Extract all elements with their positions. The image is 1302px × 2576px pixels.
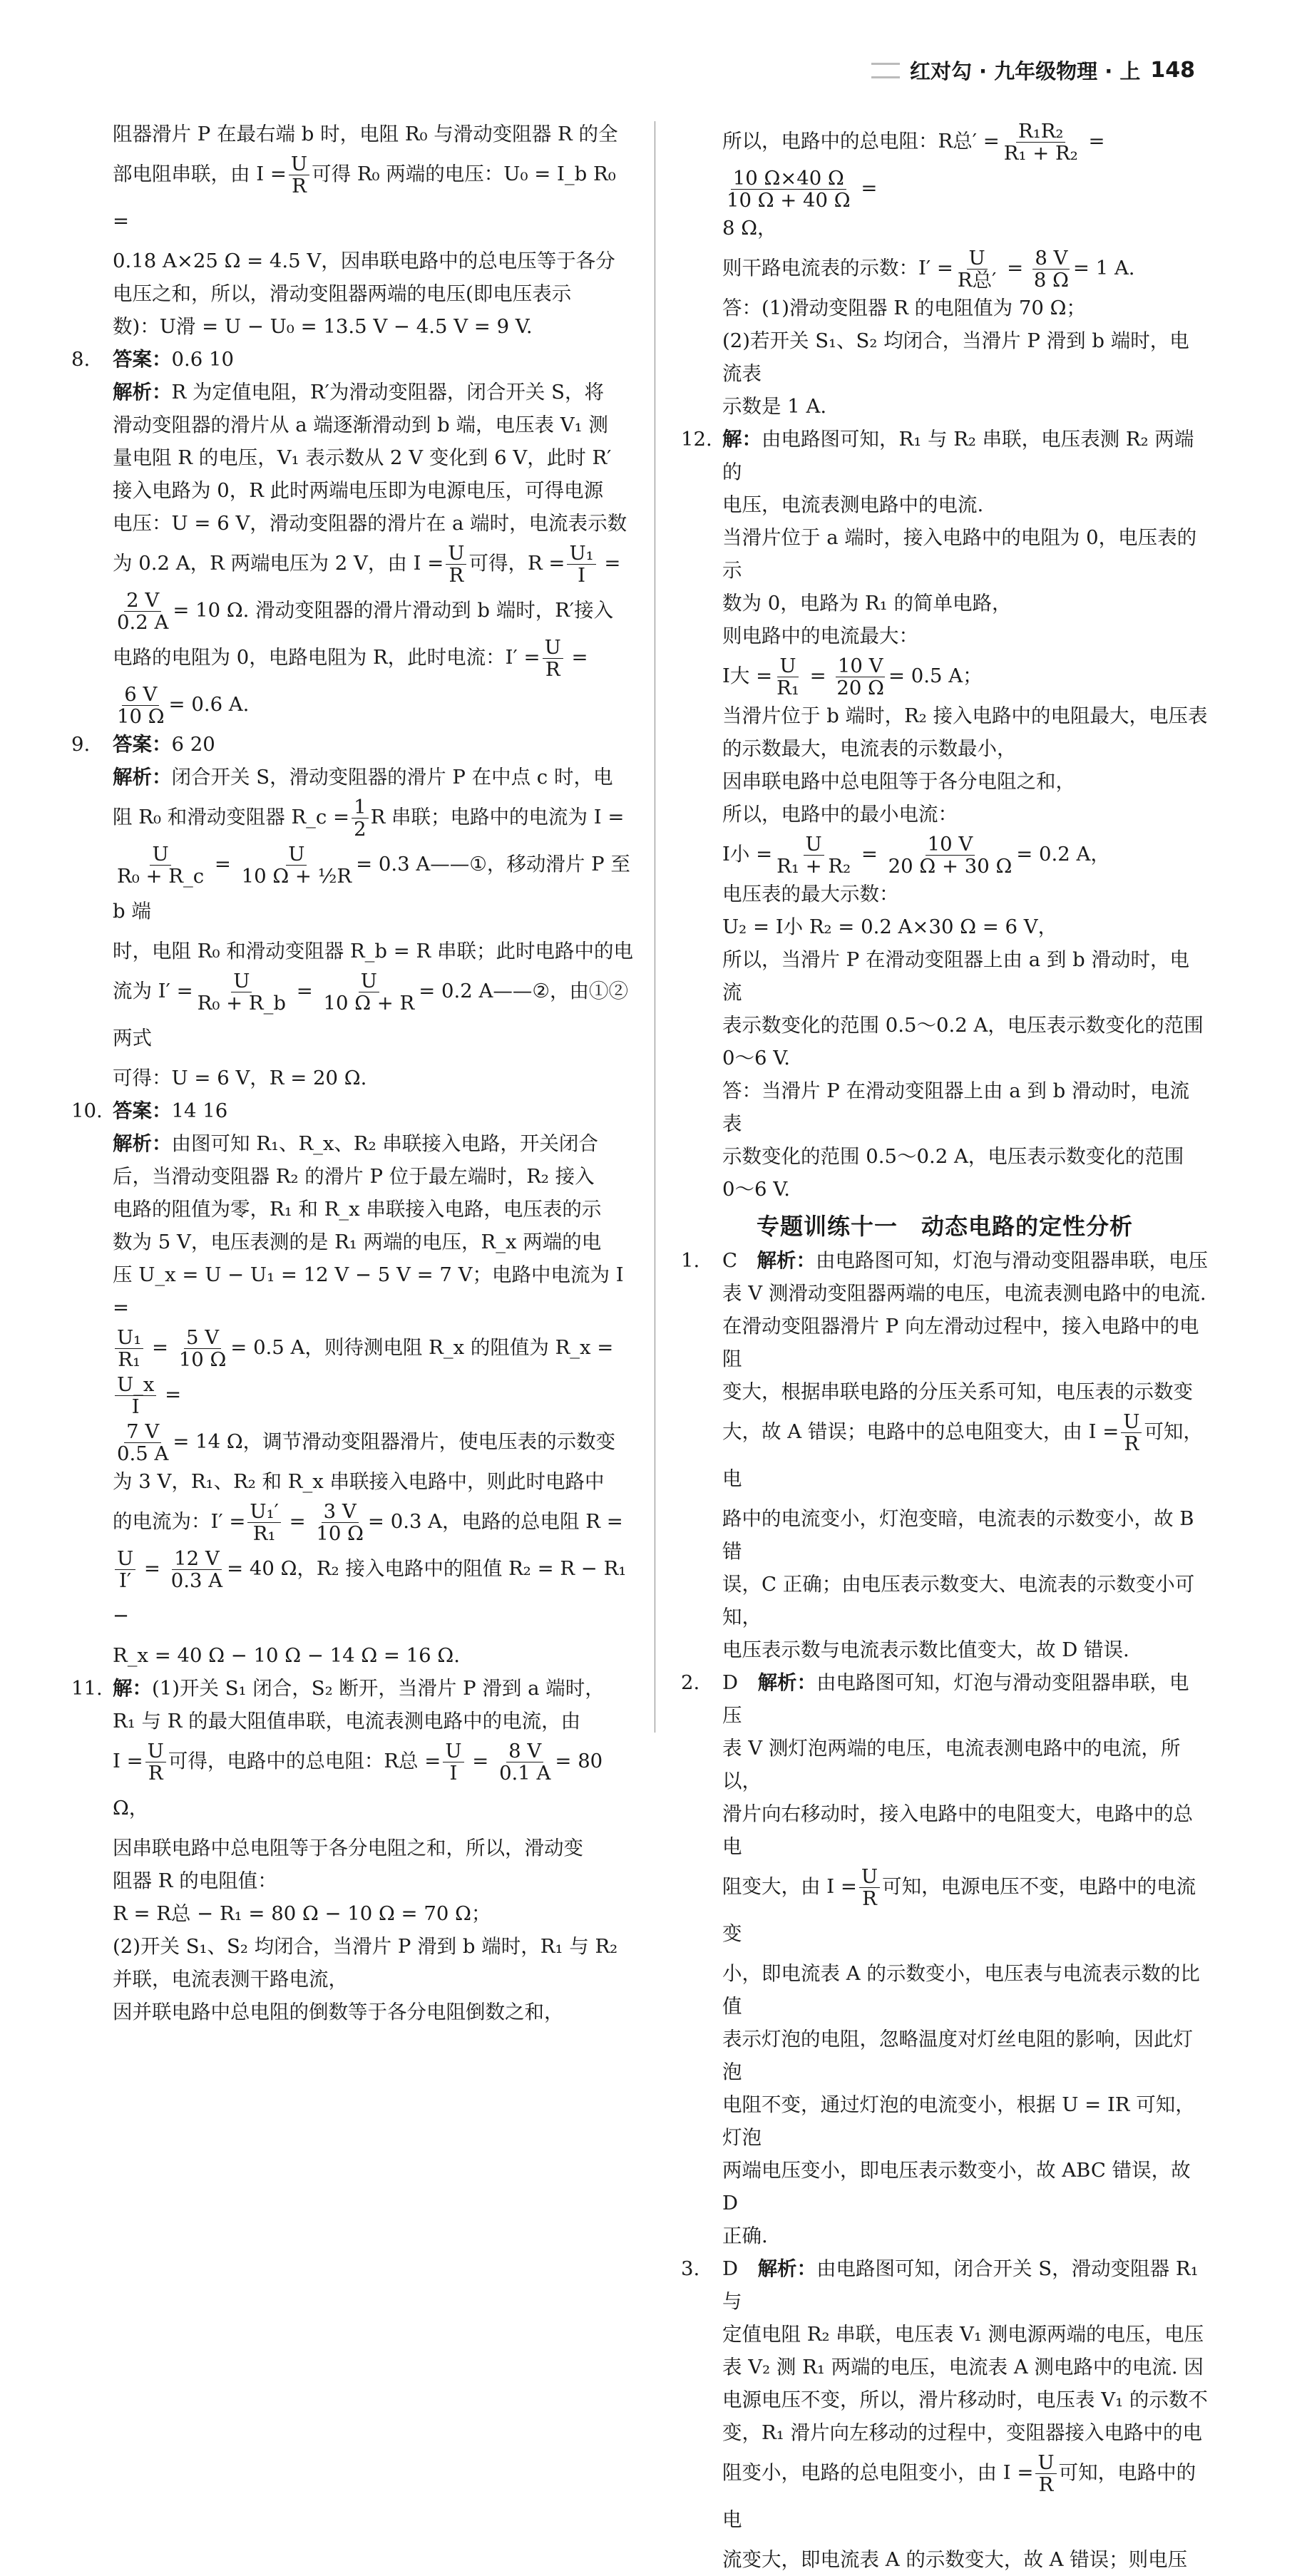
fraction: $\frac{1}{2}$ (352, 796, 369, 840)
fraction: $\frac{U}{R}$ (859, 1866, 880, 1909)
left-column (71, 118, 635, 2028)
text-line: 数)：U滑 = U − U₀ = 13.5 V − 4.5 V = 9 V. (113, 315, 533, 338)
text-line: 数为 5 V，电压表测的是 R₁ 两端的电压，R_x 两端的电 (113, 1231, 602, 1253)
text-line: (2)开关 S₁、S₂ 均闭合，当滑片 P 滑到 b 端时，R₁ 与 R₂ (113, 1935, 618, 1958)
fraction: $\frac{U}{I'}$ (115, 1548, 135, 1591)
section-question-1: 1. C 解析：由电路图可知，灯泡与滑动变阻器串联，电压 表 V 测滑动变阻器两端的电压，电流表测电路中的电流. 在滑动变阻器滑片 P 向左滑动过程中，接入电路中的电阻 变大，根据串联电路的分压关系可知，电压表的示数变 大，故 A 错误；电路中的总电阻变大，由 I = $\frac{U}{R}$ 可知，电 路中的电流变小，灯泡变暗，电流表的示数变小，故 B 错 误，C 正确；由电压表示数变大、电流表的示数变小可知， 电压表示数与电流表示数比值变大，故 D 错误. (681, 1244, 1209, 1666)
text-line: 正确. (722, 2225, 768, 2247)
question-number: 9. (71, 733, 91, 756)
text-line: (2)若开关 S₁、S₂ 均闭合，当滑片 P 滑到 b 端时，电流表 (722, 329, 1189, 385)
text-line: 电压表示数与电流表示数比值变大，故 D 错误. (722, 1638, 1129, 1661)
text-line: 时，电阻 R₀ 和滑动变阻器 R_b = R 串联；此时电路中的电 (113, 940, 633, 963)
q7-continuation (71, 118, 635, 343)
answer: 6 20 (171, 733, 215, 756)
fraction: $\frac{8 V}{0.1 A}$ (499, 1740, 551, 1785)
q11-continuation: 所以，电路中的总电阻：R总′ = $\frac{\text{R₁R₂}}{\text{R₁ + R₂}}$ = $\frac{10 \Omega\times 40 \Omega}{10 \Omega + 40 \Omega}$ = 8 Ω， 则干路电流表的示数：I′ = $\frac{U}{\text{R总′}}$ = $\frac{8 V}{8 \Omega}$ = 1 A. 答：(1)滑动变阻器 R 的电阻值为 70 Ω； (2)若开关 S₁、S₂ 均闭合，当滑片 P 滑到 b 端时，电流表 示数是 1 A. (681, 118, 1209, 423)
text-line: 在滑动变阻器滑片 P 向左滑动过程中，接入电路中的电阻 (722, 1315, 1199, 1370)
fraction: $\frac{6 V}{10 \Omega}$ (117, 683, 165, 728)
fraction: $\frac{U}{R}$ (446, 543, 466, 586)
text-line: 的示数最大，电流表的示数最小， (722, 737, 1017, 760)
text-line: 变，R₁ 滑片向左移动的过程中，变阻器接入电路中的电 (722, 2421, 1202, 2444)
text-line: 滑动变阻器的滑片从 a 端逐渐滑动到 b 端，电压表 V₁ 测 (113, 414, 608, 436)
section-question-2: 2. D 解析：由电路图可知，灯泡与滑动变阻器串联，电压 表 V 测灯泡两端的电压，电流表测电路中的电流，所以， 滑片向右移动时，接入电路中的电阻变大，电路中的总电 阻变大，由 I = $\frac{U}{R}$ 可知，电源电压不变，电路中的电流变 小，即电流表 A 的示数变小，电压表与电流表示数的比值 表示灯泡的电阻，忽略温度对灯丝电阻的影响，因此灯泡 电阻不变，通过灯泡的电流变小，根据 U = IR 可知，灯泡 两端电压变小，即电压表示数变小，故 ABC 错误，故 D 正确. (681, 1666, 1209, 2252)
question-9: 9. 答案：6 20 解析：闭合开关 S，滑动变阻器的滑片 P 在中点 c 时，电 阻 R₀ 和滑动变阻器 R_c = $\frac{1}{2}$ R 串联；电路中的电流为 I = $\frac{U}{\text{R₀ + R\_c}}$ = $\frac{U}{\text{10 Ω + ½R}}$ = 0.3 A——①，移动滑片 P 至 b 端 时，电阻 R₀ 和滑动变阻器 R_b = R 串联；此时电路中的电 流为 I′ = $\frac{U}{\text{R₀ + R\_b}}$ = $\frac{U}{10 \Omega + R}$ = 0.2 A——②，由①②两式 可得：U = 6 V，R = 20 Ω. (71, 728, 635, 1094)
fraction: $\frac{U}{R}$ (145, 1740, 166, 1784)
text-line: 量电阻 R 的电压，V₁ 表示数从 2 V 变化到 6 V，此时 R′ (113, 446, 612, 469)
text-line: 表示灯泡的电阻，忽略温度对灯丝电阻的影响，因此灯泡 (722, 2028, 1193, 2083)
text-line: 路中的电流变小，灯泡变暗，电流表的示数变小，故 B 错 (722, 1507, 1194, 1563)
question-8: 8. 答案：0.6 10 解析：R 为定值电阻，R′为滑动变阻器，闭合开关 S，将 滑动变阻器的滑片从 a 端逐渐滑动到 b 端，电压表 V₁ 测 量电阻 R 的电压，V₁ 表示数从 2 V 变化到 6 V，此时 R′ 接入电路为 0，R 此时两端电压即为电源电压，可得电源 电压：U = 6 V，滑动变阻器的滑片在 a 端时，电流表示数 为 0.2 A，R 两端电压为 2 V，由 I = $\frac{U}{R}$ 可得，R = $\frac{\text{U₁}}{I}$ = $\frac{2 V}{0.2 A}$ = 10 Ω. 滑动变阻器的滑片滑动到 b 端时，R′接入 电路的电阻为 0，电路电阻为 R，此时电流：I′ = $\frac{U}{R}$ = $\frac{6 V}{10 \Omega}$ = 0.6 A. (71, 343, 635, 728)
answer: C (722, 1249, 738, 1272)
text-line: 后，当滑动变阻器 R₂ 的滑片 P 位于最左端时，R₂ 接入 (113, 1165, 595, 1188)
answer: D (722, 2257, 739, 2280)
text-line: 0～6 V. (722, 1047, 791, 1069)
page-header (871, 56, 1195, 85)
text-line: 误，C 正确；由电压表示数变大、电流表的示数变小可知， (722, 1573, 1195, 1628)
text-line: R₁ 与 R 的最大阻值串联，电流表测电路中的电流，由 (113, 1710, 581, 1733)
text-line: 示数变化的范围 0.5～0.2 A，电压表示数变化的范围 (722, 1145, 1184, 1168)
question-10: 10. 答案：14 16 解析：由图可知 R₁、R_x、R₂ 串联接入电路，开关闭合 后，当滑动变阻器 R₂ 的滑片 P 位于最左端时，R₂ 接入 电路的阻值为零，R₁ 和 R_x 串联接入电路，电压表的示 数为 5 V，电压表测的是 R₁ 两端的电压，R_x 两端的电 压 U_x = U − U₁ = 12 V − 5 V = 7 V；电路中电流为 I = $\frac{\text{U₁}}{\text{R₁}}$ = $\frac{5 V}{10 \Omega}$ = 0.5 A，则待测电阻 R_x 的阻值为 R_x = $\frac{U\_x}{I}$ = $\frac{7 V}{0.5 A}$ = 14 Ω，调节滑动变阻器滑片，使电压表的示数变 为 3 V，R₁、R₂ 和 R_x 串联接入电路中，则此时电路中 的电流为：I′ = $\frac{\text{U₁′}}{\text{R₁}}$ = $\frac{3 V}{10 \Omega}$ = 0.3 A，电路的总电阻 R = $\frac{U}{I'}$ = $\frac{12 V}{0.3 A}$ = 40 Ω，R₂ 接入电路中的阻值 R₂ = R − R₁ − R_x = 40 Ω − 10 Ω − 14 Ω = 16 Ω. (71, 1094, 635, 1672)
text-line: 电压，电流表测电路中的电流. (722, 493, 984, 516)
question-number: 8. (71, 348, 91, 371)
text-line: R = R总 − R₁ = 80 Ω − 10 Ω = 70 Ω； (113, 1902, 491, 1925)
section-title: 专题训练十一 动态电路的定性分析 (756, 1213, 1133, 1240)
text-line: 定值电阻 R₂ 串联，电压表 V₁ 测电源两端的电压，电压 (722, 2323, 1204, 2346)
text-line: 则电路中的电流最大： (722, 625, 918, 647)
fraction: $\frac{10 \Omega\times 40 \Omega}{10 \Omega + 40 \Omega}$ (727, 167, 851, 212)
text-line: 部电阻串联，由 I = $\frac{U}{R}$ 可得 R₀ 两端的电压：U₀ = I_b R₀ = (113, 153, 616, 232)
text-line: 0.18 A×25 Ω = 4.5 V，因串联电路中的总电压等于各分 (113, 250, 615, 272)
fraction: $\frac{8 V}{8 \Omega}$ (1033, 247, 1069, 292)
text-line: 流变大，即电流表 A 的示数变大，故 A 错误；则电压 (722, 2548, 1188, 2571)
fraction: $\frac{U}{R}$ (289, 153, 309, 197)
text-line: 当滑片位于 b 端时，R₂ 接入电路中的电阻最大，电压表 (722, 704, 1208, 727)
text-line: 表 V 测滑动变阻器两端的电压，电流表测电路中的电流. (722, 1282, 1206, 1305)
fraction: $\frac{12 V}{0.3 A}$ (170, 1547, 223, 1592)
text-line: 0～6 V. (722, 1178, 791, 1201)
question-number: 3. (681, 2257, 700, 2280)
question-number: 11. (71, 1677, 103, 1700)
text-line: 可得：U = 6 V，R = 20 Ω. (113, 1067, 367, 1089)
fraction: $\frac{U}{10 \Omega + R}$ (323, 970, 415, 1015)
text-line: 答：(1)滑动变阻器 R 的电阻值为 70 Ω； (722, 297, 1086, 319)
fraction: $\frac{U}{\text{R₀ + R\_c}}$ (117, 843, 205, 888)
text-line: 示数是 1 A. (722, 395, 827, 418)
fraction: $\frac{U}{\text{R₁ + R₂}}$ (776, 833, 851, 878)
fraction: $\frac{7 V}{0.5 A}$ (117, 1420, 169, 1465)
fraction: $\frac{10 V}{20 \Omega + 30 \Omega}$ (888, 833, 1013, 878)
text-line: 所以，电路中的最小电流： (722, 803, 958, 826)
fraction: $\frac{U}{\text{R₀ + R\_b}}$ (197, 970, 286, 1015)
text-line: 压 U_x = U − U₁ = 12 V − 5 V = 7 V；电路中电流为 I = (113, 1263, 624, 1319)
text-line: 阻器 R 的电阻值： (113, 1869, 277, 1892)
question-number: 2. (681, 1671, 700, 1694)
text-line: 答：当滑片 P 在滑动变阻器上由 a 到 b 滑动时，电流表 (722, 1079, 1189, 1135)
text-line: U₂ = I小 R₂ = 0.2 A×30 Ω = 6 V， (722, 915, 1058, 938)
fraction: $\frac{3 V}{10 \Omega}$ (316, 1500, 364, 1545)
right-column (681, 118, 1209, 2576)
fraction: $\frac{U}{R}$ (543, 637, 563, 680)
text-line: 为 3 V，R₁、R₂ 和 R_x 串联接入电路中，则此时电路中 (113, 1470, 605, 1493)
question-11: 11. 解：(1)开关 S₁ 闭合，S₂ 断开，当滑片 P 滑到 a 端时， R₁ 与 R 的最大阻值串联，电流表测电路中的电流，由 I = $\frac{U}{R}$ 可得，电路中的总电阻：R总 = $\frac{U}{I}$ = $\frac{8 V}{0.1 A}$ = 80 Ω， 因串联电路中总电阻等于各分电阻之和，所以，滑动变 阻器 R 的电阻值： R = R总 − R₁ = 80 Ω − 10 Ω = 70 Ω； (2)开关 S₁、S₂ 均闭合，当滑片 P 滑到 b 端时，R₁ 与 R₂ 并联，电流表测干路电流， 因并联电路中总电阻的倒数等于各分电阻倒数之和， (71, 1672, 635, 2028)
fraction: $\frac{U\_x}{I}$ (115, 1374, 156, 1417)
text-line: 滑片向右移动时，接入电路中的电阻变大，电路中的总电 (722, 1802, 1193, 1858)
fraction: $\frac{U}{R}$ (1035, 2452, 1056, 2495)
question-number: 10. (71, 1099, 103, 1122)
fraction: $\frac{U}{\text{R₁}}$ (776, 655, 799, 699)
text-line: 小，即电流表 A 的示数变小，电压表与电流表示数的比值 (722, 1962, 1200, 2018)
fraction: $\frac{\text{U₁′}}{\text{R₁}}$ (247, 1501, 280, 1544)
text-line: 电路的阻值为零，R₁ 和 R_x 串联接入电路，电压表的示 (113, 1198, 602, 1221)
text-line: 并联，电流表测干路电流， (113, 1968, 348, 1991)
fraction: $\frac{10 V}{20 \Omega}$ (836, 655, 884, 699)
book-title: 红对勾 · 九年级物理 · 上 (909, 59, 1141, 83)
fraction: $\frac{5 V}{10 \Omega}$ (178, 1326, 227, 1371)
text-line: 电源电压不变，所以，滑片移动时，电压表 V₁ 的示数不 (722, 2388, 1208, 2411)
text-line: 电压之和，所以，滑动变阻器两端的电压(即电压表示 (113, 282, 572, 305)
fraction: $\frac{U}{I}$ (443, 1740, 463, 1784)
text-line: 接入电路为 0，R 此时两端电压即为电源电压，可得电源 (113, 479, 604, 502)
text-line: 因串联电路中总电阻等于各分电阻之和，所以，滑动变 (113, 1837, 583, 1859)
text-line: 变大，根据串联电路的分压关系可知，电压表的示数变 (722, 1380, 1193, 1403)
fraction: $\frac{U}{R}$ (1121, 1411, 1142, 1454)
text-line: 电阻不变，通过灯泡的电流变小，根据 U = IR 可知，灯泡 (722, 2093, 1195, 2149)
question-number: 12. (681, 428, 712, 451)
fraction: $\frac{\text{U₁}}{\text{R₁}}$ (115, 1327, 143, 1370)
fraction: $\frac{U}{\text{10 Ω + ½R}}$ (241, 843, 352, 888)
section-question-3: 3. D 解析：由电路图可知，闭合开关 S，滑动变阻器 R₁ 与 定值电阻 R₂ 串联，电压表 V₁ 测电源两端的电压，电压 表 V₂ 测 R₁ 两端的电压，电流表 A 测电路中的电流. 因 电源电压不变，所以，滑片移动时，电压表 V₁ 的示数不 变，R₁ 滑片向左移动的过程中，变阻器接入电路中的电 阻变小，电路的总电阻变小，由 I = $\frac{U}{R}$ 可知，电路中的电 流变大，即电流表 A 的示数变大，故 A 错误；则电压 (681, 2252, 1209, 2576)
text-line: 因并联电路中总电阻的倒数等于各分电阻倒数之和， (113, 2001, 564, 2023)
question-12: 12. 解：由电路图可知，R₁ 与 R₂ 串联，电压表测 R₂ 两端的 电压，电流表测电路中的电流. 当滑片位于 a 端时，接入电路中的电阻为 0，电压表的示 数为 0，电路为 R₁ 的简单电路， 则电路中的电流最大： I大 = $\frac{U}{\text{R₁}}$ = $\frac{10 V}{20 \Omega}$ = 0.5 A； 当滑片位于 b 端时，R₂ 接入电路中的电阻最大，电压表 的示数最大，电流表的示数最小， 因串联电路中总电阻等于各分电阻之和， 所以，电路中的最小电流： I小 = $\frac{U}{\text{R₁ + R₂}}$ = $\frac{10 V}{20 \Omega + 30 \Omega}$ = 0.2 A， 电压表的最大示数： U₂ = I小 R₂ = 0.2 A×30 Ω = 6 V， 所以，当滑片 P 在滑动变阻器上由 a 到 b 滑动时，电流 表示数变化的范围 0.5～0.2 A，电压表示数变化的范围 0～6 V. 答：当滑片 P 在滑动变阻器上由 a 到 b 滑动时，电流表 示数变化的范围 0.5～0.2 A，电压表示数变化的范围 0～6 V. (681, 423, 1209, 1206)
answer: 0.6 10 (171, 348, 234, 371)
text-line: 表 V₂ 测 R₁ 两端的电压，电流表 A 测电路中的电流. 因 (722, 2356, 1204, 2379)
text-line: 两端电压变小，即电压表示数变小，故 ABC 错误，故 D (722, 2159, 1191, 2215)
answer: 14 16 (171, 1099, 228, 1122)
text-line: 阻器滑片 P 在最右端 b 时，电阻 R₀ 与滑动变阻器 R 的全 (113, 123, 618, 145)
fraction: $\frac{2 V}{0.2 A}$ (117, 589, 169, 634)
answer: D (722, 1671, 739, 1694)
text-line: 当滑片位于 a 端时，接入电路中的电阻为 0，电压表的示 (722, 526, 1197, 582)
text-line: 电压表的最大示数： (722, 883, 899, 905)
question-number: 1. (681, 1249, 700, 1272)
fraction: $\frac{\text{R₁R₂}}{\text{R₁ + R₂}}$ (1003, 120, 1078, 165)
text-line: 数为 0，电路为 R₁ 的简单电路， (722, 592, 1012, 615)
page-number: 148 (1150, 58, 1195, 83)
header-decoration (871, 63, 900, 78)
text-line: 表 V 测灯泡两端的电压，电流表测电路中的电流，所以， (722, 1737, 1181, 1792)
text-line: 因串联电路中总电阻等于各分电阻之和， (722, 770, 1075, 793)
text-line: 表示数变化的范围 0.5～0.2 A，电压表示数变化的范围 (722, 1014, 1204, 1037)
text-line: R_x = 40 Ω − 10 Ω − 14 Ω = 16 Ω. (113, 1644, 460, 1667)
fraction: $\frac{\text{U₁}}{I}$ (567, 543, 595, 586)
text-line: 8 Ω， (722, 217, 777, 240)
text-line: 所以，当滑片 P 在滑动变阻器上由 a 到 b 滑动时，电流 (722, 948, 1189, 1004)
fraction: $\frac{U}{\text{R总′}}$ (957, 247, 997, 292)
text-line: 电压：U = 6 V，滑动变阻器的滑片在 a 端时，电流表示数 (113, 512, 627, 535)
